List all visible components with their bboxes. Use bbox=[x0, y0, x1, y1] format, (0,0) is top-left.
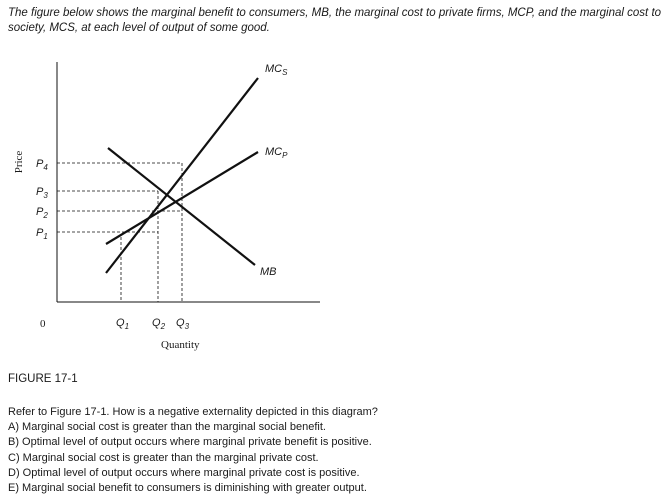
price-label-p3: $P_3$ bbox=[36, 186, 48, 200]
quantity-label-q1: $Q_1$ bbox=[116, 317, 130, 331]
quantity-label-q3: $Q_3$ bbox=[176, 317, 190, 331]
intro-text: The figure below shows the marginal benefit to consumers, MB, the marginal cost to private firms, MCP, and the marginal cost to society, MCS, at each level of output of some good. bbox=[8, 7, 662, 34]
option-c[interactable]: C) Marginal social cost is greater than the marginal private cost. bbox=[8, 451, 319, 464]
y-axis-label: Price bbox=[13, 150, 25, 174]
x-axis-label: Quantity bbox=[161, 339, 200, 351]
guide-lines bbox=[57, 163, 182, 302]
question-stem: Refer to Figure 17-1. How is a negative externality depicted in this diagram? bbox=[8, 406, 378, 418]
option-a[interactable]: A) Marginal social cost is greater than the marginal social benefit. bbox=[8, 421, 326, 434]
option-e[interactable]: E) Marginal social benefit to consumers is diminishing with greater output. bbox=[8, 482, 367, 495]
option-b[interactable]: B) Optimal level of output occurs where marginal private benefit is positive. bbox=[8, 436, 372, 449]
origin-label: 0 bbox=[40, 318, 46, 330]
mcp-label: $MC_P$ bbox=[265, 146, 288, 160]
figure-label: FIGURE 17-1 bbox=[8, 373, 78, 385]
mb-label: MB bbox=[260, 266, 277, 278]
question-block bbox=[8, 405, 663, 496]
price-label-p2: $P_2$ bbox=[36, 206, 48, 220]
price-label-p1: $P_1$ bbox=[36, 227, 48, 241]
price-label-p4: $P_4$ bbox=[36, 158, 48, 172]
quantity-label-q2: $Q_2$ bbox=[152, 317, 166, 331]
mcs-label: $MC_S$ bbox=[265, 63, 288, 77]
mb-curve bbox=[108, 148, 255, 265]
option-d[interactable]: D) Optimal level of output occurs where marginal private cost is positive. bbox=[8, 466, 360, 479]
